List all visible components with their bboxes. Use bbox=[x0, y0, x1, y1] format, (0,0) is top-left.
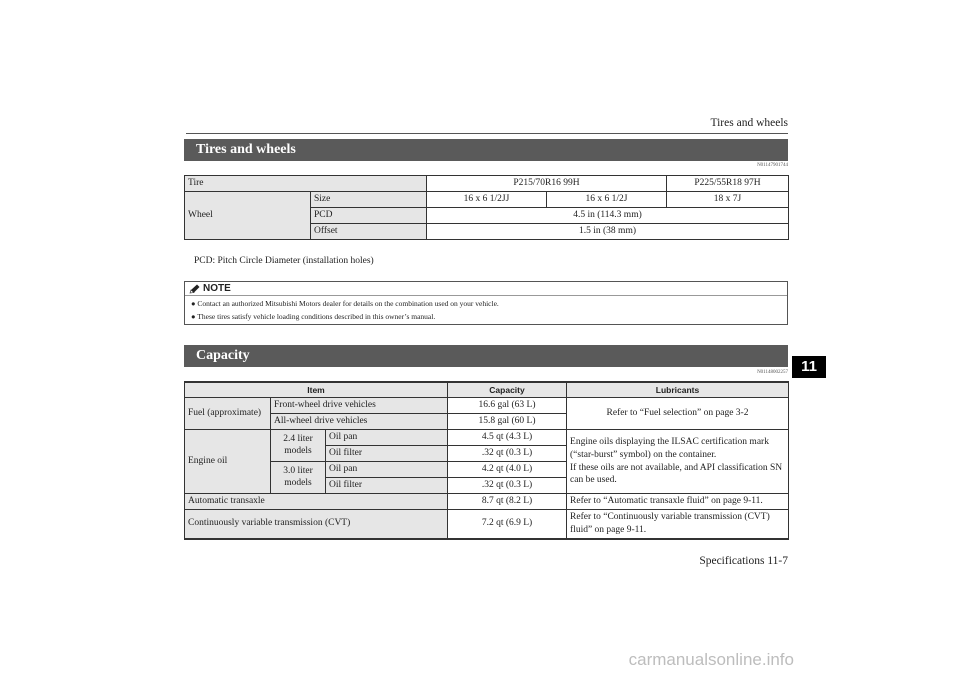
wheel-size-cell: 18 x 7J bbox=[667, 192, 789, 208]
cvt-capacity: 7.2 qt (6.9 L) bbox=[448, 510, 567, 540]
cvt-lubricant: Refer to “Continuously variable transmission (CVT) fluid” on page 9-11. bbox=[567, 510, 789, 540]
bullet-icon: ● bbox=[191, 299, 198, 308]
running-header: Tires and wheels bbox=[710, 117, 788, 129]
note-header bbox=[185, 282, 787, 296]
engine-oil-lubricant-line: Engine oils displaying the ILSAC certification mark (“star-burst” symbol) on the container. bbox=[570, 436, 769, 460]
tire-size-cell: P225/55R18 97H bbox=[667, 176, 789, 192]
table-header-row bbox=[185, 382, 789, 398]
engine-oil-label: Engine oil bbox=[185, 430, 271, 494]
column-header-lubricants: Lubricants bbox=[567, 382, 789, 398]
fuel-capacity: 15.8 gal (60 L) bbox=[448, 414, 567, 430]
offset-value: 1.5 in (38 mm) bbox=[427, 224, 789, 240]
pcd-value: 4.5 in (114.3 mm) bbox=[427, 208, 789, 224]
engine-oil-capacity: .32 qt (0.3 L) bbox=[448, 478, 567, 494]
fuel-capacity: 16.6 gal (63 L) bbox=[448, 398, 567, 414]
section-heading-tires: Tires and wheels bbox=[184, 139, 788, 161]
fuel-lubricant: Refer to “Fuel selection” on page 3-2 bbox=[567, 398, 789, 430]
offset-label: Offset bbox=[311, 224, 427, 240]
tire-label: Tire bbox=[185, 176, 427, 192]
engine-oil-item: Oil pan bbox=[326, 462, 448, 478]
size-label: Size bbox=[311, 192, 427, 208]
fuel-item: All-wheel drive vehicles bbox=[271, 414, 448, 430]
watermark: carmanualsonline.info bbox=[628, 650, 794, 669]
engine-oil-capacity: 4.2 qt (4.0 L) bbox=[448, 462, 567, 478]
table-row bbox=[185, 430, 789, 446]
column-header-capacity: Capacity bbox=[448, 382, 567, 398]
note-label: NOTE bbox=[203, 283, 231, 294]
table-row bbox=[185, 176, 789, 192]
section-code-tires: N01147901744 bbox=[757, 163, 788, 168]
header-rule bbox=[186, 133, 788, 134]
tires-wheels-table bbox=[184, 175, 789, 240]
note-item-text: Contact an authorized Mitsubishi Motors dealer for details on the combination used on your vehicle. bbox=[197, 299, 499, 308]
engine-oil-lubricant-line: If these oils are not available, and API classification SN can be used. bbox=[570, 462, 783, 486]
section-code-capacity: N01148002257 bbox=[757, 370, 788, 375]
engine-oil-capacity: .32 qt (0.3 L) bbox=[448, 446, 567, 462]
fuel-label: Fuel (approximate) bbox=[185, 398, 271, 430]
engine-model-label: 3.0 liter models bbox=[271, 462, 326, 494]
engine-oil-capacity: 4.5 qt (4.3 L) bbox=[448, 430, 567, 446]
engine-model-label: 2.4 liter models bbox=[271, 430, 326, 462]
capacity-table bbox=[184, 381, 789, 540]
note-box bbox=[184, 281, 788, 325]
chapter-tab: 11 bbox=[792, 356, 826, 378]
note-item bbox=[191, 299, 499, 308]
tire-size-cell: P215/70R16 99H bbox=[427, 176, 667, 192]
note-item bbox=[191, 312, 435, 321]
transaxle-capacity: 8.7 qt (8.2 L) bbox=[448, 494, 567, 510]
table-row bbox=[185, 510, 789, 540]
note-item-text: These tires satisfy vehicle loading conditions described in this owner’s manual. bbox=[197, 312, 436, 321]
cvt-item: Continuously variable transmission (CVT) bbox=[185, 510, 448, 540]
transaxle-item: Automatic transaxle bbox=[185, 494, 448, 510]
pcd-definition: PCD: Pitch Circle Diameter (installation holes) bbox=[194, 256, 374, 266]
pencil-icon bbox=[189, 284, 201, 294]
engine-oil-lubricant bbox=[567, 430, 789, 494]
wheel-label: Wheel bbox=[185, 192, 311, 240]
engine-oil-item: Oil filter bbox=[326, 446, 448, 462]
page-footer: Specifications 11-7 bbox=[699, 555, 788, 567]
table-row bbox=[185, 398, 789, 414]
bullet-icon: ● bbox=[191, 312, 198, 321]
engine-oil-item: Oil filter bbox=[326, 478, 448, 494]
table-row bbox=[185, 192, 789, 208]
transaxle-lubricant: Refer to “Automatic transaxle fluid” on page 9-11. bbox=[567, 494, 789, 510]
pcd-label: PCD bbox=[311, 208, 427, 224]
table-row bbox=[185, 494, 789, 510]
column-header-item: Item bbox=[185, 382, 448, 398]
wheel-size-cell: 16 x 6 1/2JJ bbox=[427, 192, 547, 208]
wheel-size-cell: 16 x 6 1/2J bbox=[547, 192, 667, 208]
section-heading-capacity: Capacity bbox=[184, 345, 788, 367]
fuel-item: Front-wheel drive vehicles bbox=[271, 398, 448, 414]
engine-oil-item: Oil pan bbox=[326, 430, 448, 446]
